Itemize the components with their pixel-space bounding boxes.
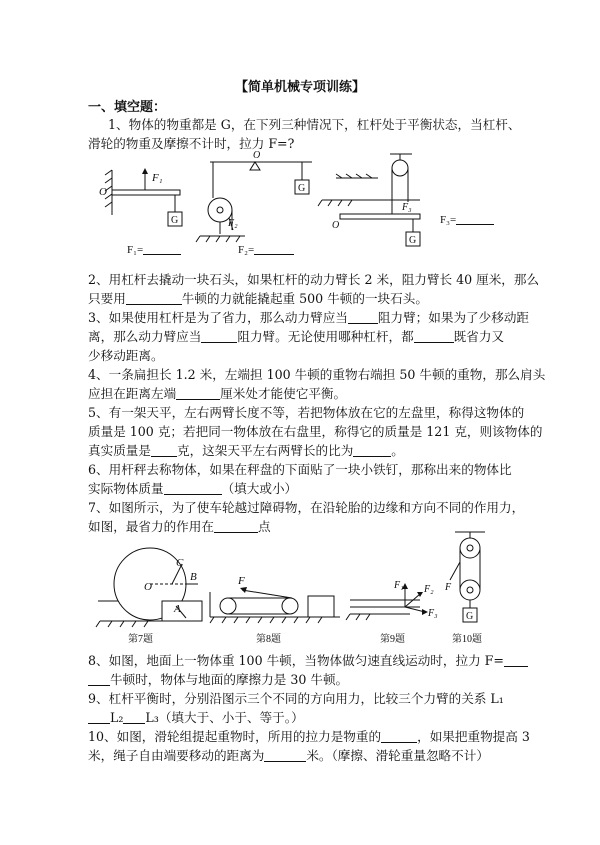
q8-blank1[interactable]: [504, 654, 528, 667]
q3-blank3[interactable]: [414, 330, 454, 343]
q8-blank2[interactable]: [88, 673, 110, 686]
figures-row2: [0, 532, 600, 647]
q3-blank2[interactable]: [201, 330, 237, 343]
q1-f1-fig-label: F₁: [152, 172, 163, 184]
q1-o1-label: O: [99, 186, 107, 198]
q1-o3-label: O: [332, 220, 340, 231]
q6-line2a: 实际物体质量: [88, 481, 164, 496]
q1-case3-hanging-lever: [318, 154, 420, 246]
q1-f3-fig-label: F₃: [402, 202, 412, 213]
q3-line2b: 阻力臂。无论使用哪种杠杆，都: [237, 329, 414, 344]
q3-line2a: 离，那么动力臂应当: [88, 329, 202, 344]
fig8-f-label: F: [238, 575, 245, 587]
q8-line1a: 8、如图，地面上一物体重 100 牛顿，当物体做匀速直线运动时，拉力 F=: [88, 653, 504, 668]
q9-blank1[interactable]: [88, 711, 110, 724]
q5-blank2[interactable]: [353, 444, 391, 457]
q3-line1: [88, 309, 529, 326]
q1-f2-label: F₂=: [238, 244, 255, 256]
fig7-c-label: C: [176, 557, 184, 569]
q8-line2: [88, 671, 348, 688]
q2-line1: 2、用杠杆去撬动一块石头，如果杠杆的动力臂长 2 米，阻力臂长 40 厘米，那么: [88, 272, 540, 287]
q1-o2-label: O: [253, 150, 261, 161]
q6-line2: [88, 480, 297, 497]
q10-blank2[interactable]: [264, 749, 306, 762]
q1-figure: [0, 150, 600, 260]
q4-line2b: 厘米处才能使它平衡。: [220, 386, 347, 401]
q7-line2b: 点: [257, 519, 271, 534]
q3-blank1[interactable]: [348, 311, 378, 324]
q5-line3c: 。: [391, 443, 404, 458]
fig7-b-label: B: [190, 571, 197, 583]
q3-line1b: 阻力臂；如果为了少移动距: [377, 310, 530, 325]
fig9-lever: [346, 580, 438, 645]
q10-line2b: 米。（摩擦、滑轮重量忽略不计）: [306, 748, 489, 763]
q1-g1-label: G: [171, 215, 179, 226]
q9-blank2[interactable]: [123, 711, 145, 724]
fig9-f2-label: F₂: [424, 584, 434, 595]
q10-line1b: ，如果把重物提高 3: [417, 729, 530, 744]
q4-line2a: 应担在距离左端: [88, 386, 177, 401]
fig10-g-label: G: [466, 611, 474, 622]
fig9-f1-label: F₁: [394, 580, 404, 591]
q1-g3-label: G: [409, 235, 417, 246]
q10-line1a: 10、如图，滑轮组提起重物时，所用的拉力是物重的: [88, 729, 382, 744]
q1-g2-label: G: [298, 183, 306, 194]
fig8-block: [210, 575, 340, 645]
fig7-o-label: O: [144, 581, 152, 593]
q1-case2-pulley-lever: [196, 150, 312, 242]
q3-line3: 少移动距离。: [88, 348, 164, 363]
q9-line2b: L₃（填大于、小于、等于。）: [145, 710, 304, 725]
q10-line1: [88, 728, 530, 745]
fig7-caption: 第7题: [128, 634, 153, 645]
section-heading: 一、填空题：: [88, 100, 167, 115]
fig9-caption: 第9题: [380, 634, 405, 645]
q4-line2: [88, 385, 346, 402]
q10-blank1[interactable]: [381, 730, 417, 743]
q3-line1a: 3、如果使用杠杆是为了省力，那么动力臂应当: [88, 310, 348, 325]
q1-f3-blank[interactable]: [456, 212, 494, 225]
fig10-caption: 第10题: [452, 634, 482, 645]
q1-f2-blank[interactable]: [254, 242, 294, 255]
q9-line1: 9、杠杆平衡时，分别沿图示三个不同的方向用力，比较三个力臂的关系 L₁: [88, 691, 504, 706]
q2-line2b: 牛顿的力就能撬起重 500 牛顿的一块石头。: [181, 291, 428, 306]
q4-line1: 4、一条扁担长 1.2 米，左端担 100 牛顿的重物右端担 50 牛顿的重物，那么肩头: [88, 367, 546, 382]
q6-line2b: （填大或小）: [221, 481, 298, 496]
q5-line3a: 真实质量是: [88, 443, 151, 458]
fig10-pulleys: [444, 532, 485, 645]
q1-line2: 滑轮的物重及摩擦不计时，拉力 F=?: [88, 136, 295, 151]
fig9-f3-label: F₃: [428, 608, 438, 619]
q2-line2a: 只要用: [88, 291, 126, 306]
q2-blank[interactable]: [126, 292, 182, 305]
q1-f3-answer: [440, 212, 494, 226]
q3-line2: [88, 328, 504, 345]
q10-line2a: 米，绳子自由端要移动的距离为: [88, 748, 265, 763]
q1-f2-answer: [238, 242, 294, 256]
fig10-f-label: F: [445, 582, 452, 593]
q5-line2: 质量是 100 克；若把同一物体放在右盘里，称得它的质量是 121 克，则该物体的: [88, 424, 543, 439]
q1-line1: 1、物体的物重都是 G，在下列三种情况下，杠杆处于平衡状态，当杠杆、: [108, 117, 521, 132]
q6-blank[interactable]: [164, 482, 222, 495]
q1-f3-label: F₃=: [440, 214, 457, 226]
q5-line1: 5、有一架天平，左右两臂长度不等，若把物体放在它的左盘里，称得这物体的: [88, 405, 525, 420]
q2-line2: [88, 290, 428, 307]
q8-line2a: 牛顿时，物体与地面的摩擦力是 30 牛顿。: [110, 672, 349, 687]
q6-line1: 6、用杆秤去称物体，如果在秤盘的下面贴了一块小铁钉，那称出来的物体比: [88, 462, 512, 477]
fig7-a-label: A: [174, 603, 181, 615]
q1-f1-blank[interactable]: [143, 242, 181, 255]
q7-line1: 7、如图所示，为了使车轮越过障碍物，在沿轮胎的边缘和方向不同的作用力，: [88, 500, 525, 515]
q4-blank[interactable]: [176, 387, 220, 400]
q7-line2a: 如图，最省力的作用在: [88, 519, 214, 534]
q9-line2: [88, 709, 304, 726]
q1-case1-lever: [99, 168, 182, 226]
q1-f2-fig-label: F₂: [228, 218, 238, 229]
q1-f1-label: F₁=: [127, 244, 144, 256]
page-title: 【简单机械专项训练】: [234, 80, 365, 95]
q1-f1-answer: [127, 242, 181, 256]
fig7-wheel: [96, 548, 202, 645]
q5-line3: [88, 442, 404, 459]
q5-blank1[interactable]: [151, 444, 177, 457]
q8-line1: [88, 652, 528, 669]
fig8-caption: 第8题: [256, 634, 281, 645]
q3-line2c: 既省力又: [453, 329, 505, 344]
q10-line2: [88, 747, 489, 764]
q5-line3b: 克，这架天平左右两臂长的比为: [176, 443, 354, 458]
q9-line2a: L₂: [110, 710, 124, 725]
